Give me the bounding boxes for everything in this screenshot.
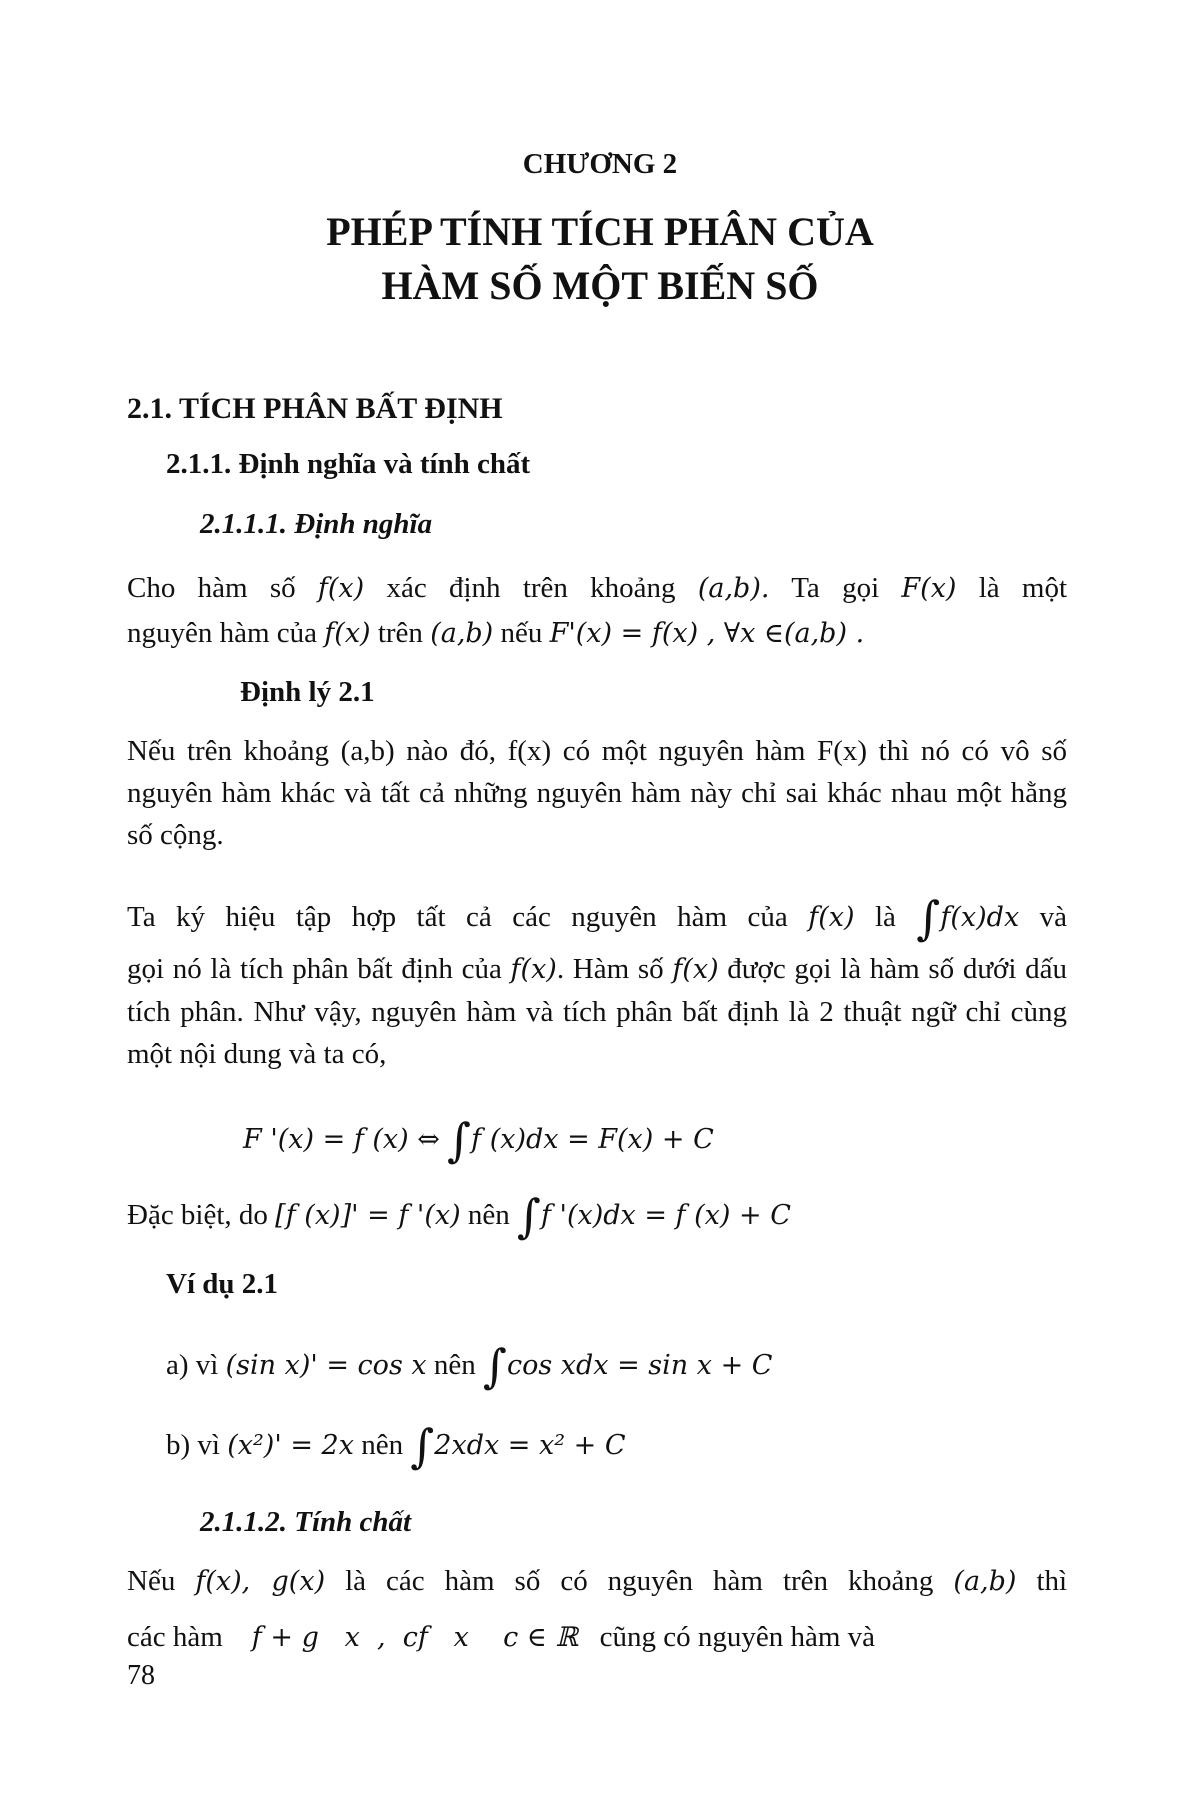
- definition-heading: 2.1.1.1. Định nghĩa: [200, 508, 433, 540]
- integral-sign: ∫: [517, 1189, 541, 1243]
- integral-sign: ∫: [410, 1419, 435, 1473]
- definition-line-1: Cho hàm số f(x) xác định trên khoảng (a,b). Ta gọi F(x) là một: [127, 572, 1068, 604]
- properties-line-2: các hàm f + g x , cf x c ∈ ℝ cũng có nguyên hàm và: [127, 1621, 876, 1653]
- subsection-heading: 2.1.1. Định nghĩa và tính chất: [166, 448, 531, 480]
- special-case: Đặc biệt, do [f (x)]' = f '(x) nên ∫f '(x)dx = f (x) + C: [127, 1189, 791, 1243]
- integral-sign: ∫: [916, 891, 941, 945]
- page-number: 78: [127, 1660, 155, 1691]
- chapter-label: CHƯƠNG 2: [522, 148, 678, 180]
- integral-sign: ∫: [482, 1339, 507, 1393]
- example-a: a) vì (sin x)' = cos x nên ∫cos xdx = sin x + C: [166, 1339, 773, 1393]
- theorem-heading: Định lý 2.1: [240, 676, 375, 708]
- theorem-text: Nếu trên khoảng (a,b) nào đó, f(x) có một nguyên hàm F(x) thì nó có vô số nguyên hàm khác và tất cả những nguyên hàm này chỉ sai khác nhau một hằng số cộng.: [127, 735, 1067, 851]
- properties-line-1: Nếu f(x), g(x) là các hàm số có nguyên hàm trên khoảng (a,b) thì: [127, 1565, 1068, 1597]
- example-heading: Ví dụ 2.1: [166, 1268, 279, 1300]
- notation-line-1: Ta ký hiệu tập hợp tất cả các nguyên hàm của f(x) là ∫f(x)dx và: [127, 891, 1068, 945]
- chapter-title-line-1: PHÉP TÍNH TÍCH PHÂN CỦA: [326, 209, 874, 254]
- chapter-title-line-2: HÀM SỐ MỘT BIẾN SỐ: [381, 263, 819, 308]
- section-heading: 2.1. TÍCH PHÂN BẤT ĐỊNH: [127, 392, 503, 425]
- definition-line-2: nguyên hàm của f(x) trên (a,b) nếu F'(x) = f(x) , ∀x ∈(a,b) .: [127, 617, 865, 649]
- notation-paragraph: gọi nó là tích phân bất định của f(x). Hàm số f(x) được gọi là hàm số dưới dấu tích phân. Như vậy, nguyên hàm và tích phân bất định là 2 thuật ngữ chỉ cùng một nội dung và ta có,: [127, 953, 1068, 1070]
- example-b: b) vì (x²)' = 2x nên ∫2xdx = x² + C: [166, 1419, 626, 1473]
- properties-heading: 2.1.1.2. Tính chất: [200, 1506, 412, 1538]
- integral-sign: ∫: [447, 1113, 472, 1167]
- main-formula: F '(x) = f (x) ⇔ ∫f (x)dx = F(x) + C: [243, 1113, 714, 1167]
